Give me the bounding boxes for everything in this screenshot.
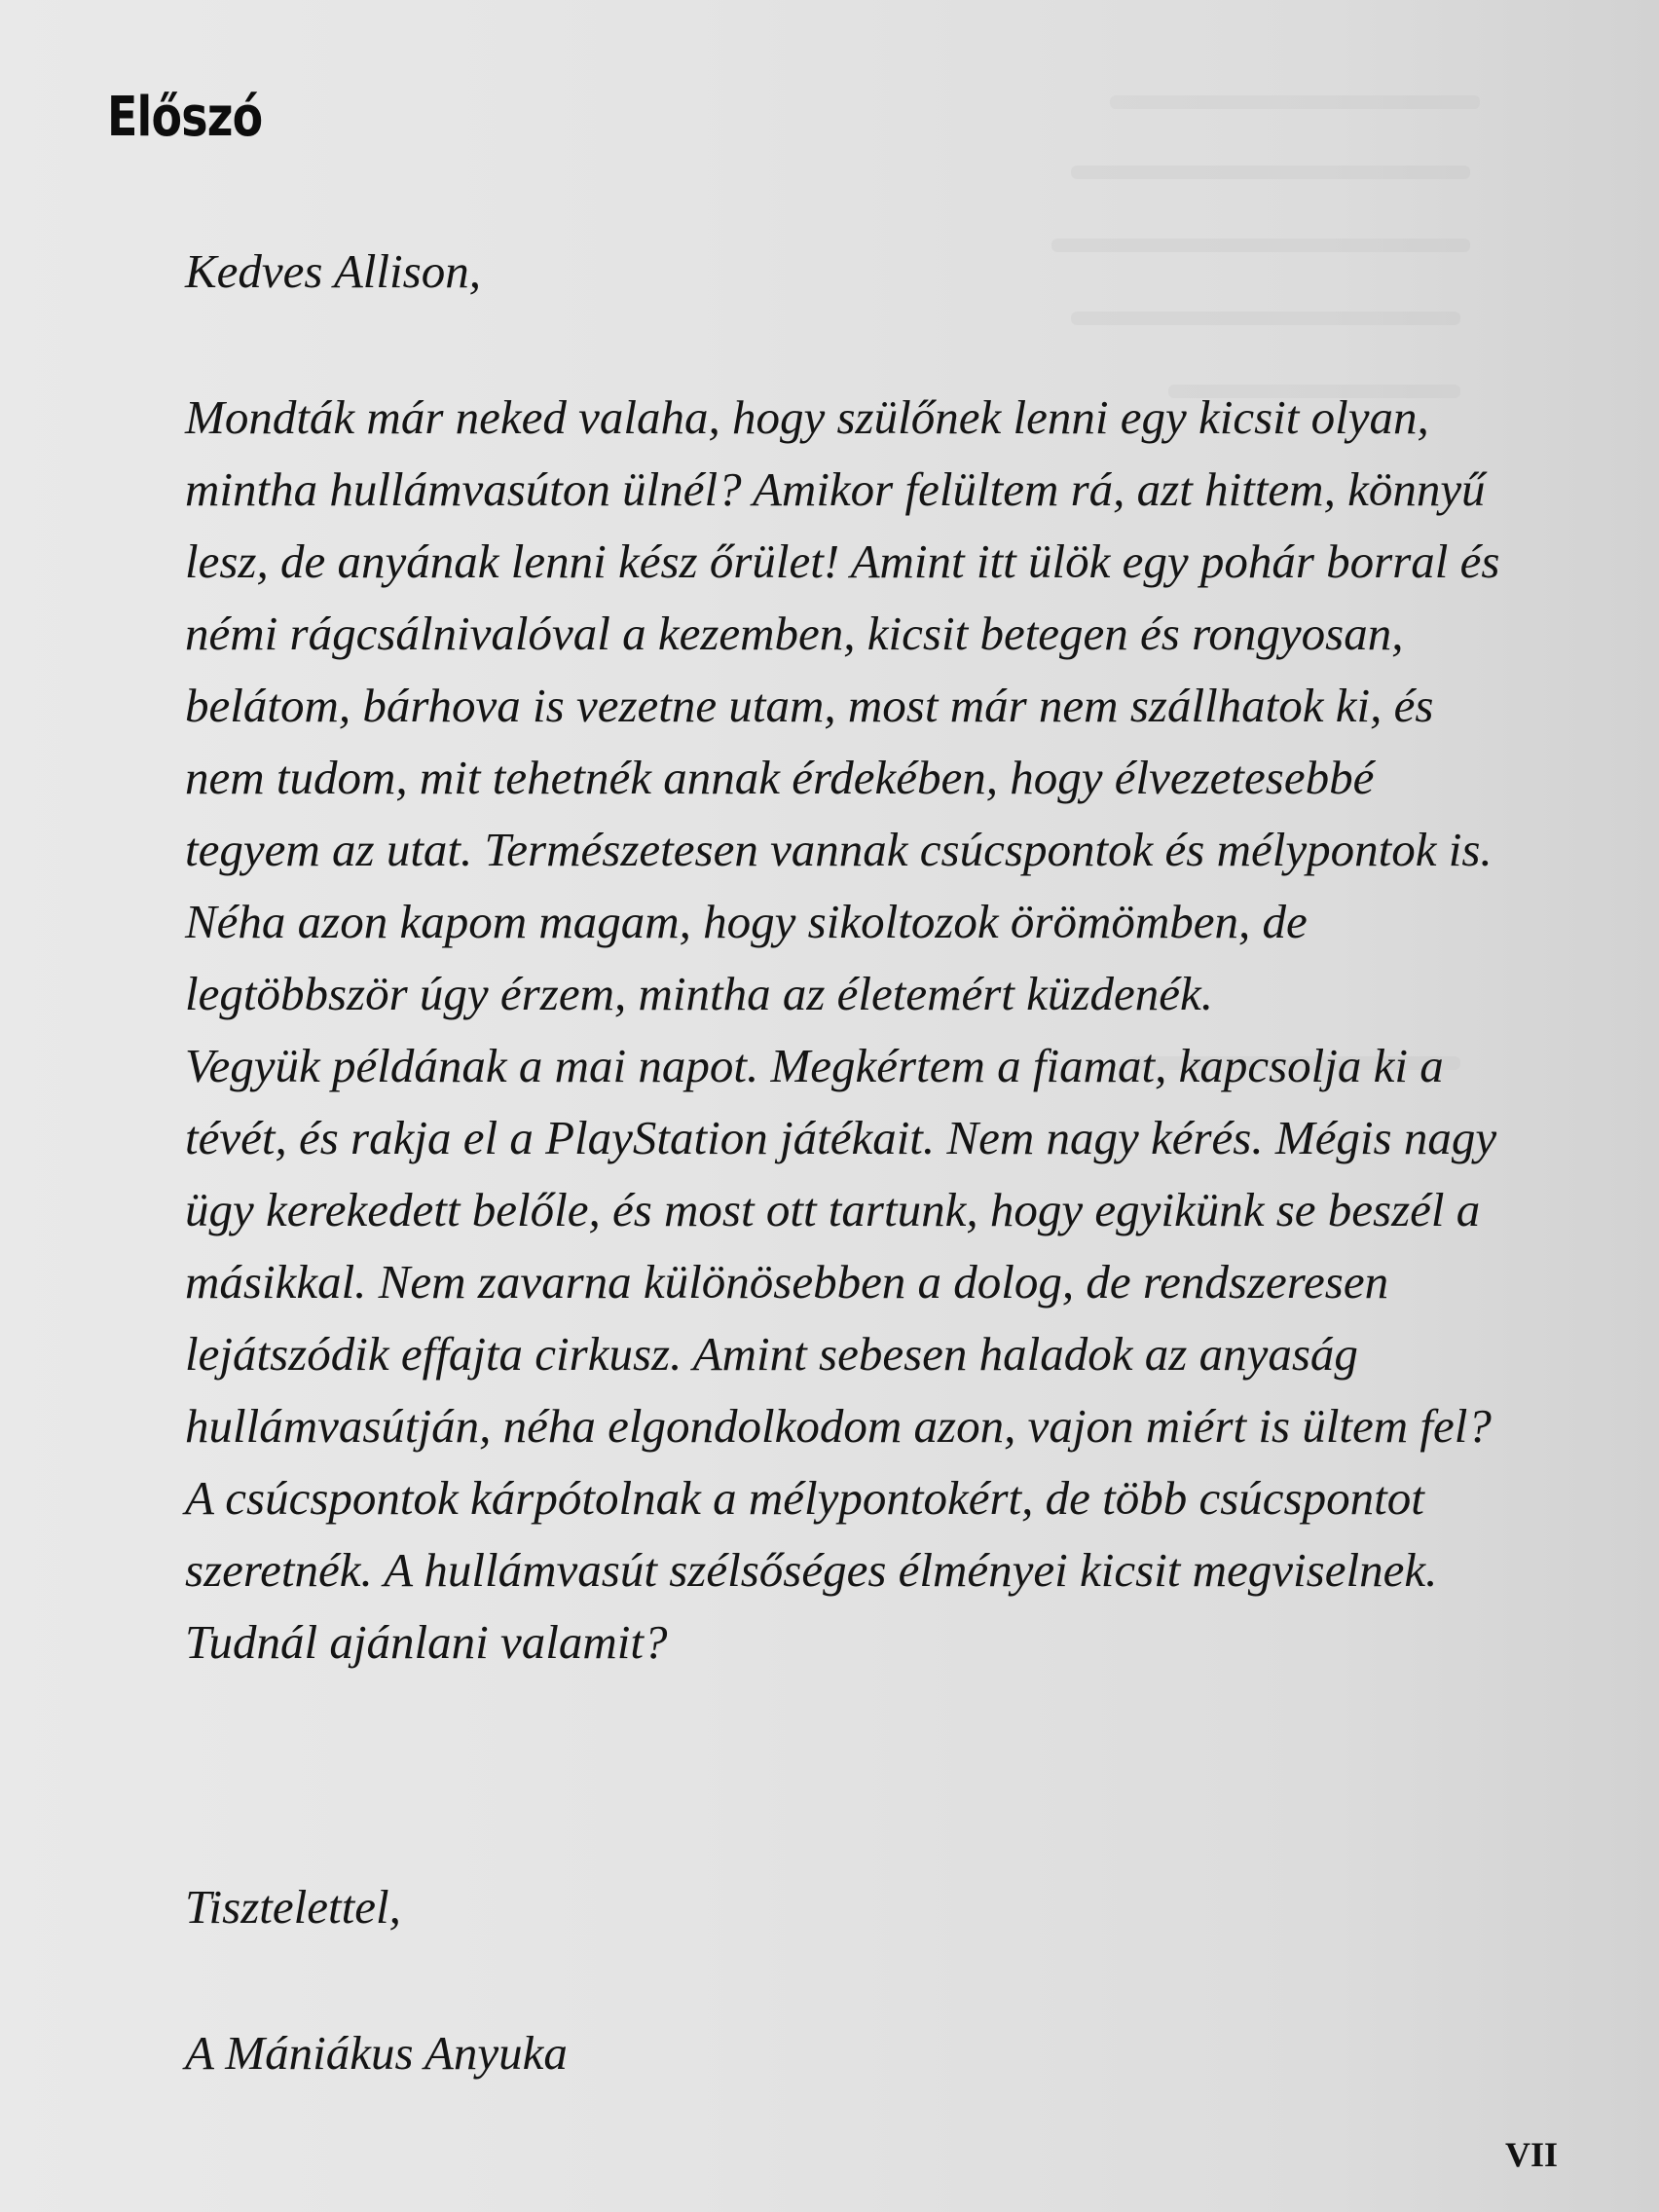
closing-line: Tisztelettel, <box>185 1880 401 1934</box>
paragraph-1: Mondták már neked valaha, hogy szülőnek lenni egy kicsit olyan, mintha hullámvasúton ülnél? Amikor felültem rá, azt hittem, könnyű lesz, de anyának lenni kész őrület! Amint itt ülök egy pohár borral és némi rágcsálnivalóval a kezemben, kicsit betegen és rongyosan, belátom, bárhova is vezetne utam, most már nem szállhatok ki, és nem tudom, mit tehetnék annak érdekében, hogy élvezetesebbé tegyem az utat. Természetesen vannak csúcspontok és mélypontok is. Néha azon kapom magam, hogy sikoltozok örömömben, de legtöbbször úgy érzem, mintha az életemért küzdenék. <box>185 390 1500 1020</box>
page-number: VII <box>1504 2135 1558 2174</box>
letter-body <box>185 236 1519 1678</box>
paragraph-2: Vegyük példának a mai napot. Megkértem a fiamat, kapcsolja ki a tévét, és rakja el a PlayStation játékait. Nem nagy kérés. Mégis nagy ügy kerekedett belőle, és most ott tartunk, hogy egyikünk se beszél a másikkal. Nem zavarna különösebben a dolog, de rendszeresen lejátszódik effajta cirkusz. Amint sebesen haladok az anyaság hullámvasútján, néha elgondolkodom azon, vajon miért is ültem fel? A csúcspontok kárpótolnak a mélypontokért, de több csúcspontot szeretnék. A hullámvasút szélsőséges élményei kicsit megviselnek. Tudnál ajánlani valamit? <box>185 1039 1497 1669</box>
page-heading: Előszó <box>107 86 263 149</box>
signature-line: A Mániákus Anyuka <box>185 2026 568 2080</box>
salutation: Kedves Allison, <box>185 244 481 298</box>
